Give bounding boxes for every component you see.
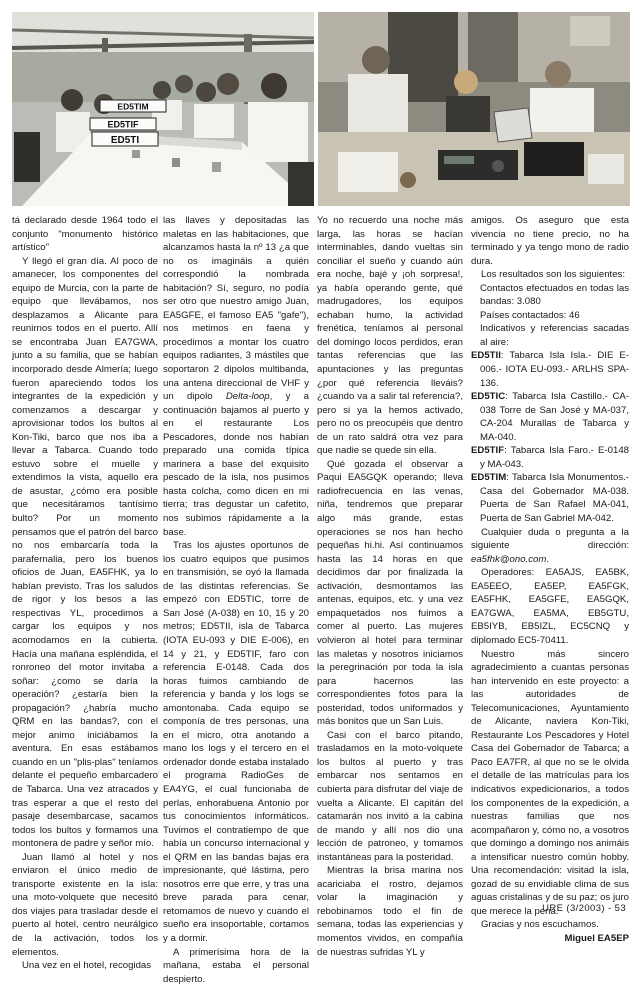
sign-ed5tif: ED5TIF	[107, 119, 139, 130]
callsign-entry	[471, 471, 629, 525]
text-span: .	[546, 553, 550, 565]
result-countries: Países contactados: 46	[480, 309, 580, 321]
callsign: ED5TIM	[471, 472, 507, 484]
paragraph: tá declarado desde 1964 todo el conjunto "monumento histórico artístico"	[12, 215, 158, 254]
callsign-entry	[471, 390, 629, 444]
operators-paragraph: Operadores: EA5AJS, EA5BK, EA5EEO, EA5EP, EA5FGK, EA5FHK, EA5GFE, EA5GQK, EA7GWA, EA5MA, EB5GTU, EB5IYB, EB5IZL, EC5CNQ y diplomado EC5-70411.	[471, 567, 629, 646]
paragraph: Qué gozada el observar a Paqui EA5GQK operando; lleva radiofrecuencia en las venas, niña, tendremos que preparar algo más grande, estas operaciones se nos han hecho pequeñas hi.hi. Así continuamos hasta las 14 horas en que decidimos dar por finalizada la activación, desmontamos las antenas, equipos, etc. y una vez empaquetados nos fuimos a comer al puerto. Las mujeres volvieron al hotel para terminar las maletas y nosotros iniciamos la peregrinación por toda la isla para hacernos las correspondientes fotos para la posteridad, todos uniformados y más bonitos que un San Luis.	[317, 458, 463, 728]
result-contacts: Contactos efectuados en todas las bandas: 3.080	[480, 282, 629, 308]
paragraph: Yo no recuerdo una noche más larga, las horas se hacían interminables, dando vueltas sin conciliar el sueño y cuando aún era noche, bajé y ¡oh sorpresa!, ya había operando gente, qué madrugadores, los equipos echaban humo, la actividad frenética, teníamos al personal del domingo locos perdidos, eran tantas referencias que las apuntaciones y las preguntas ¿por qué referencia lleváis? ¿cuando va a salir tal referencia?, pero si ya la hemos activado, pero no os preocupéis que dentro de un rato saldrá otra vez para que nadie se quede sin ella.	[317, 215, 463, 457]
text-italic: Delta-loop	[225, 391, 270, 403]
paragraph: Mientras la brisa marina nos acariciaba el rostro, dejamos volar la imaginación y rebobinamos todo el fin de semana, todas las experiencias y momentos vividos, en compañía de nuestras sufridas YL y	[317, 865, 463, 958]
article-column-3	[317, 214, 463, 959]
paragraph: amigos. Os aseguro que esta vivencia no tiene precio, no ha terminado y ya tengo mono de radio dura.	[471, 215, 629, 267]
paragraph: Nuestro más sincero agradecimiento a cuantas personas han intervenido en este proyecto: a las autoridades de Telecomunicaciones, Ayuntamiento de Alicante, naviera Kon-Tiki, Restaurante Los Pescadores y Hotel Casa del Gobernador de Tabarca; a Paco EA7FR, al que no se le olvida el detalle de las matrículas para los indicativos expedicionarios, a todos los componentes de la expedición, a nuestras familias que nos acompañaron y, cómo no, a vosotros que domingo a domingo nos animáis a intensificar nuestro común hobby. Una recomendación: visitad la isla, gozad de su envidiable clima de sus aguas cristalinas y de su paz; os juro que merece la pena.	[471, 648, 629, 917]
paragraph: Tras los ajustes oportunos de los cuatro equipos que pusimos en transmisión, se oyó la llamada de las distintas referencias. Se empezó con ED5TIC, torre de San José (A-038) en 10, 15 y 20 metros; ED5TII, isla de Tabarca (IOTA EU-093 y DIE E-006), en 14 y 21, y ED5TIF, faro con referencia E-0148. Cada dos horas fuimos cambiando de referencia y banda y los logs se amontonaba. Cada equipo se componía de tres personas, una en el micro, otra anotando a mano los logs y el tercero en el ordenador donde estaba instalado el programa RadioGes de EA4YG, el cual funcionaba de perlas, enhorabuena Antonio por tus conocimientos informáticos. Tuvimos el contratiempo de que había un concurso internacional y el QRM en las bandas bajas era impresionante, qué lástima, pero nosotros erre que erre, y tras una breve parada para cenar, retomamos de nuevo y cuando el sueño era insoportable, cortamos y a dormir.	[163, 540, 309, 944]
sign-ed5tim: ED5TIM	[117, 101, 149, 112]
callsign: ED5TIF	[471, 445, 505, 457]
paragraph	[163, 214, 309, 539]
article-column-4	[471, 214, 629, 946]
paragraph: Una vez en el hotel, recogidas	[22, 960, 152, 972]
callsign: ED5TII	[471, 350, 501, 362]
paragraph: Casi con el barco pitando, trasladamos en la moto-volquete los bultos al puerto y tras embarcar nos sentamos en cubierta para disfrutar del viaje de vuelta a Alicante. El capitán del catamarán nos invitó a la cabina de mando y allí nos dio una lección de patroneo, y tomamos instantáneas para la posteridad.	[317, 729, 463, 863]
text-span: las llaves y depositadas las maletas en las habitaciones, que alcanzamos hasta la nº 13 ¿a que no os imagináis a quién correspondió la nombrada habitación? Sí, seguro, no podía ser otro que nuestro amigo Juan, EA5GFE, el famoso EA5 "gafe"), nos metimos en faena y procedimos a montar los cuatro equipos radiantes, 3 mástiles que soportaron 2 dipolos multibanda, una antena direccional de VHF y un dipolo	[163, 215, 309, 403]
callsign-detail: : Tabarca Isla Isla.- DIE E-006.- IOTA EU-093.- ARLHS SPA-136.	[480, 350, 629, 389]
paragraph: Y llegó el gran día. Al poco de amanecer, los componentes del equipo de Murcia, con la parte de equipo que llevábamos, nos desplazamos a Alicante para reunirnos todos en el puerto. Allí se encontraba Juan EA7GWA, junto a su familia, que se habían incorporado desde Almería; luego fueron apareciendo todos los integrantes de la expedición y comenzamos a descargar y aprovisionar todos los bultos al Kon-Tiki, barco que nos iba a llevar a Tabarca. Cuando todo estuvo sobre el muelle y extendimos la vista, aquello era de asustar, ¿cómo era posible que necesitáramos tantísimo bulto? Por un momento pensamos que el patrón del barco no nos embarcaría toda la parafernalia, pero los buenos oficios de Juan, EA5FHK, ya lo habían previsto. Tras los saludos de rigor y los besos a las respectivas YL, procedimos a cargar los equipos y nos acomodamos en la cubierta. Hacía una mañana espléndida, el ronroneo del motor invitaba a soñar: ¿como se daría la operación? ¿estaría bien la propagación? ¿habría mucho QRM en las bandas?, con el mejor animo iniciábamos la aventura. En esas estábamos cuando en un "plis-plas" teníamos delante el pequeño embarcadero de Tabarca. Una vez atracados y tras esperar a que el resto del pasaje desembarcase, sacamos todos los bultos y formamos una montonera de padre y señor mío.	[12, 255, 158, 850]
article-column-1	[12, 214, 158, 973]
callsign-entry	[471, 444, 629, 471]
text-span: Cualquier duda o pregunta a la siguiente dirección:	[471, 526, 629, 552]
callsign: ED5TIC	[471, 391, 506, 403]
photo-radio-operators	[318, 12, 630, 206]
callsign-entry	[471, 349, 629, 390]
article-column-2	[163, 214, 309, 986]
callsign-detail: : Tabarca Isla Castillo.- CA-038 Torre de San José y MA-037, CA-204 Murallas de Tabarca y MA-040.	[480, 391, 629, 443]
author-signature: Miguel EA5EP	[564, 932, 629, 944]
callsign-detail: : Tabarca Isla Faro.- E-0148 y MA-043.	[480, 445, 629, 470]
result-callsigns-heading: Indicativos y referencias sacadas al aire:	[480, 323, 629, 348]
paragraph: A primerísima hora de la mañana, estaba el personal despierto.	[163, 946, 309, 985]
sign-ed5ti: ED5TI	[110, 135, 140, 146]
photo-group-at-table	[12, 12, 314, 206]
results-heading: Los resultados son los siguientes:	[481, 269, 625, 281]
paragraph: Juan llamó al hotel y nos enviaron el único medio de transporte existente en la isla: una moto-volquete que necesitó dos viajes para trasladar desde el puerto al hotel, centro neurálgico de la activación, todos los elementos.	[12, 851, 158, 958]
callsign-detail: : Tabarca Isla Monumentos.- Casa del Gobernador MA-038. Puerta de San Rafael MA-041, Puerta de San Gabriel MA-042.	[480, 472, 629, 525]
page-footer: URE (3/2003) - 53	[542, 903, 626, 914]
email-link[interactable]: ea5fhk@ono.com	[471, 553, 547, 565]
contact-paragraph	[471, 526, 629, 567]
paragraph: Gracias y nos escuchamos.	[481, 919, 599, 931]
text-span: , y a continuación bajamos al puerto y en el restaurante Los Pescadores, donde nos habían preparado una comida típica marinera a base del exquisito pescado de la isla, nos pusimos hasta colcha, como dicen en mi tierra; tras degustar un cafetito, nos subimos rápidamente a la base.	[163, 391, 309, 538]
